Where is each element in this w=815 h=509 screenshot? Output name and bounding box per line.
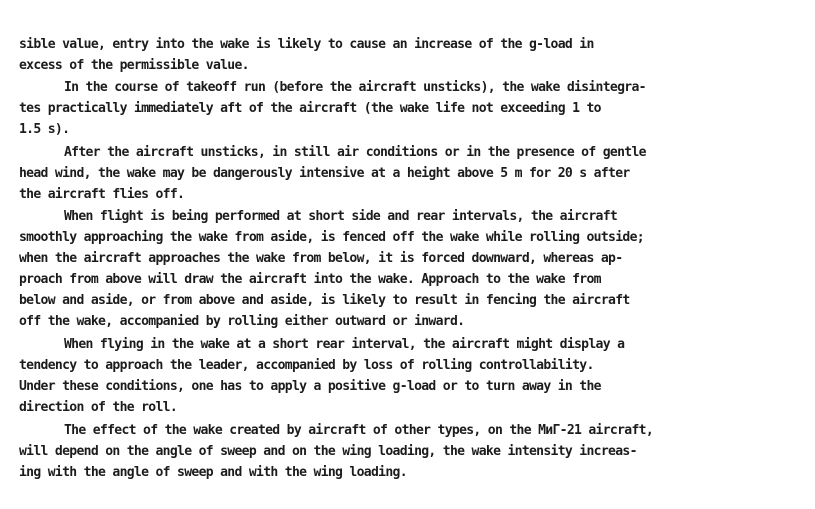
paragraph-first-line: In the course of takeoff run (before the aircraft unsticks), the wake disintegra- — [64, 80, 646, 95]
paragraph-first-line: When flying in the wake at a short rear interval, the aircraft might display a — [64, 337, 625, 352]
text-line: ing with the angle of sweep and with the wing loading. — [19, 465, 407, 480]
text-line: sible value, entry into the wake is likely to cause an increase of the g-load in — [19, 37, 594, 52]
text-line: will depend on the angle of sweep and on the wing loading, the wake intensity increas- — [19, 444, 637, 459]
text-line: proach from above will draw the aircraft into the wake. Approach to the wake from — [19, 272, 601, 287]
text-line: direction of the roll. — [19, 400, 178, 415]
paragraph-first-line: When flight is being performed at short side and rear intervals, the aircraft — [64, 209, 618, 224]
text-line: off the wake, accompanied by rolling either outward or inward. — [19, 314, 465, 329]
text-line: excess of the permissible value. — [19, 58, 249, 73]
text-line: below and aside, or from above and aside, is likely to result in fencing the aircraft — [19, 293, 630, 308]
text-line: 1.5 s). — [19, 122, 70, 137]
text-line: tendency to approach the leader, accompanied by loss of rolling controllability. — [19, 358, 594, 373]
text-line: Under these conditions, one has to apply a positive g-load or to turn away in the — [19, 379, 601, 394]
text-line: head wind, the wake may be dangerously intensive at a height above 5 m for 20 s after — [19, 166, 630, 181]
text-line: tes practically immediately aft of the aircraft (the wake life not exceeding 1 to — [19, 101, 601, 116]
paragraph-first-line: After the aircraft unsticks, in still air conditions or in the presence of gentle — [64, 145, 646, 160]
text-line: smoothly approaching the wake from aside, is fenced off the wake while rolling outside; — [19, 230, 644, 245]
text-line: the aircraft flies off. — [19, 187, 185, 202]
text-line: when the aircraft approaches the wake from below, it is forced downward, whereas ap- — [19, 251, 623, 266]
paragraph-first-line: The effect of the wake created by aircraft of other types, on the МиГ-21 aircraft, — [64, 423, 654, 438]
